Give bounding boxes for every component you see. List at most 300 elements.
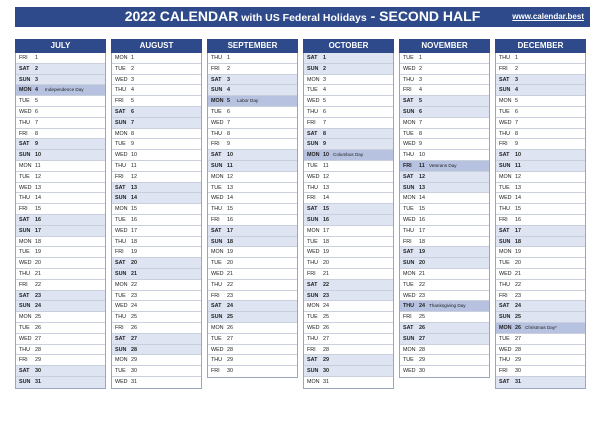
day-row <box>112 237 201 248</box>
day-row <box>112 64 201 75</box>
weekday-label: TUE <box>499 108 510 115</box>
weekday-label: SUN <box>307 216 319 223</box>
weekday-label: FRI <box>403 238 412 245</box>
day-number: 18 <box>515 238 521 245</box>
day-row <box>112 312 201 323</box>
day-row <box>112 269 201 280</box>
day-number: 11 <box>227 162 233 169</box>
weekday-label: FRI <box>19 357 28 364</box>
month-column-october <box>303 39 394 389</box>
day-row <box>304 215 393 226</box>
day-row <box>16 172 105 183</box>
day-number: 13 <box>131 184 137 191</box>
day-number: 6 <box>323 108 326 115</box>
weekday-label: SAT <box>19 368 30 375</box>
weekday-label: MON <box>19 87 32 94</box>
day-number: 13 <box>35 184 41 191</box>
weekday-label: THU <box>403 227 415 234</box>
day-number: 16 <box>419 216 425 223</box>
day-row <box>208 215 297 226</box>
weekday-label: WED <box>115 227 128 234</box>
day-row <box>400 150 489 161</box>
day-number: 17 <box>419 227 425 234</box>
day-row <box>400 53 489 64</box>
weekday-label: SUN <box>499 87 511 94</box>
holiday-name: Columbus Day <box>333 152 364 158</box>
day-row <box>16 280 105 291</box>
day-number: 22 <box>515 281 521 288</box>
weekday-label: MON <box>19 162 32 169</box>
day-number: 13 <box>515 184 521 191</box>
holiday-name: Veterans Day <box>429 162 457 168</box>
day-row <box>112 334 201 345</box>
day-row <box>496 107 585 118</box>
day-row <box>112 355 201 366</box>
month-header: DECEMBER <box>495 39 586 53</box>
day-number: 21 <box>515 270 521 277</box>
weekday-label: MON <box>115 206 128 213</box>
day-number: 22 <box>227 281 233 288</box>
day-row <box>304 161 393 172</box>
day-row <box>496 377 585 388</box>
weekday-label: THU <box>115 87 127 94</box>
day-row <box>16 301 105 312</box>
weekday-label: MON <box>115 357 128 364</box>
weekday-label: THU <box>19 270 31 277</box>
day-number: 6 <box>131 108 134 115</box>
weekday-label: MON <box>499 173 512 180</box>
weekday-label: TUE <box>403 206 414 213</box>
day-number: 21 <box>323 270 329 277</box>
day-row <box>496 64 585 75</box>
day-number: 12 <box>323 173 329 180</box>
day-number: 23 <box>515 292 521 299</box>
day-row <box>304 193 393 204</box>
weekday-label: THU <box>211 357 223 364</box>
holiday-name: Christmas Day* <box>525 324 557 330</box>
day-row <box>208 161 297 172</box>
day-row <box>16 377 105 388</box>
weekday-label: MON <box>115 55 128 61</box>
day-number: 5 <box>227 98 230 105</box>
weekday-label: SUN <box>19 76 31 83</box>
weekday-label: MON <box>499 98 512 105</box>
weekday-label: WED <box>403 141 416 148</box>
weekday-label: FRI <box>115 324 124 331</box>
weekday-label: TUE <box>211 260 222 267</box>
weekday-label: TUE <box>211 108 222 115</box>
weekday-label: FRI <box>499 216 508 223</box>
day-row <box>16 215 105 226</box>
day-row <box>304 172 393 183</box>
day-number: 11 <box>323 162 329 169</box>
day-number: 26 <box>419 324 425 331</box>
day-number: 17 <box>227 227 233 234</box>
day-number: 1 <box>227 55 230 61</box>
day-number: 1 <box>131 55 134 61</box>
day-number: 1 <box>419 55 422 61</box>
month-header: SEPTEMBER <box>207 39 298 53</box>
day-row <box>112 280 201 291</box>
weekday-label: WED <box>499 346 512 353</box>
weekday-label: TUE <box>307 238 318 245</box>
day-row <box>496 53 585 64</box>
day-row <box>496 301 585 312</box>
day-number: 16 <box>131 216 137 223</box>
weekday-label: SAT <box>403 173 414 180</box>
day-row <box>304 280 393 291</box>
weekday-label: FRI <box>403 162 412 169</box>
day-row <box>16 64 105 75</box>
weekday-label: TUE <box>307 314 318 321</box>
weekday-label: SUN <box>115 119 127 126</box>
day-row <box>208 107 297 118</box>
month-header: NOVEMBER <box>399 39 490 53</box>
day-row <box>208 355 297 366</box>
day-row <box>16 107 105 118</box>
day-number: 4 <box>35 87 38 94</box>
day-row <box>16 312 105 323</box>
weekday-label: SUN <box>211 162 223 169</box>
weekday-label: THU <box>403 152 415 159</box>
weekday-label: THU <box>211 130 223 137</box>
day-row <box>112 161 201 172</box>
day-number: 23 <box>323 292 329 299</box>
day-number: 29 <box>515 357 521 364</box>
day-list <box>495 53 586 389</box>
weekday-label: THU <box>403 303 415 310</box>
weekday-label: SUN <box>211 314 223 321</box>
weekday-label: WED <box>307 98 320 105</box>
day-row <box>112 215 201 226</box>
day-list <box>111 53 202 389</box>
day-number: 16 <box>227 216 233 223</box>
day-number: 11 <box>131 162 137 169</box>
day-row <box>208 247 297 258</box>
day-number: 24 <box>227 303 233 310</box>
day-number: 4 <box>515 87 518 94</box>
day-number: 30 <box>515 368 521 375</box>
day-number: 11 <box>35 162 41 169</box>
day-row <box>400 215 489 226</box>
weekday-label: MON <box>307 378 320 385</box>
day-row <box>16 355 105 366</box>
weekday-label: WED <box>499 270 512 277</box>
day-number: 3 <box>323 76 326 83</box>
day-row <box>400 118 489 129</box>
day-row <box>16 204 105 215</box>
day-number: 14 <box>131 195 137 202</box>
day-number: 26 <box>131 324 137 331</box>
weekday-label: SAT <box>499 303 510 310</box>
day-number: 31 <box>515 378 521 385</box>
weekday-label: SAT <box>19 65 30 72</box>
day-number: 19 <box>35 249 41 256</box>
day-number: 7 <box>35 119 38 126</box>
day-number: 19 <box>323 249 329 256</box>
day-row <box>208 193 297 204</box>
day-row <box>112 193 201 204</box>
day-row <box>16 334 105 345</box>
weekday-label: WED <box>19 335 32 342</box>
day-list <box>303 53 394 389</box>
day-row <box>496 75 585 86</box>
day-row <box>304 237 393 248</box>
weekday-label: SAT <box>499 227 510 234</box>
day-row <box>496 129 585 140</box>
day-number: 7 <box>227 119 230 126</box>
weekday-label: SAT <box>211 227 222 234</box>
weekday-label: TUE <box>403 357 414 364</box>
day-number: 4 <box>131 87 134 94</box>
day-number: 3 <box>515 76 518 83</box>
day-row <box>400 96 489 107</box>
day-number: 10 <box>515 152 521 159</box>
weekday-label: SUN <box>307 65 319 72</box>
month-column-july <box>15 39 106 389</box>
weekday-label: FRI <box>499 65 508 72</box>
day-number: 25 <box>419 314 425 321</box>
day-number: 14 <box>227 195 233 202</box>
day-list <box>399 53 490 378</box>
day-number: 10 <box>131 152 137 159</box>
day-row <box>208 312 297 323</box>
day-row <box>112 96 201 107</box>
weekday-label: SAT <box>499 76 510 83</box>
weekday-label: TUE <box>307 87 318 94</box>
weekday-label: SUN <box>403 260 415 267</box>
day-number: 21 <box>419 270 425 277</box>
weekday-label: SUN <box>307 292 319 299</box>
weekday-label: MON <box>403 195 416 202</box>
weekday-label: SAT <box>19 292 30 299</box>
day-row <box>496 85 585 96</box>
day-number: 20 <box>419 260 425 267</box>
day-number: 10 <box>227 152 233 159</box>
day-row <box>112 85 201 96</box>
day-number: 27 <box>323 335 329 342</box>
weekday-label: TUE <box>499 184 510 191</box>
weekday-label: SAT <box>115 260 126 267</box>
day-row <box>496 226 585 237</box>
day-row <box>400 366 489 377</box>
day-number: 24 <box>419 303 425 310</box>
weekday-label: FRI <box>307 346 316 353</box>
day-number: 18 <box>323 238 329 245</box>
day-row <box>400 312 489 323</box>
day-row <box>112 139 201 150</box>
day-number: 29 <box>419 357 425 364</box>
month-header: OCTOBER <box>303 39 394 53</box>
weekday-label: TUE <box>307 162 318 169</box>
title-subtitle: with US Federal Holidays <box>238 12 367 24</box>
weekday-label: FRI <box>211 141 220 148</box>
weekday-label: SAT <box>307 357 318 364</box>
weekday-label: TUE <box>115 216 126 223</box>
day-row <box>16 237 105 248</box>
day-row <box>112 53 201 64</box>
day-number: 15 <box>35 206 41 213</box>
weekday-label: SAT <box>115 184 126 191</box>
day-row <box>112 291 201 302</box>
day-number: 15 <box>323 206 329 213</box>
day-number: 15 <box>227 206 233 213</box>
day-row <box>16 161 105 172</box>
day-list <box>15 53 106 389</box>
weekday-label: THU <box>19 119 31 126</box>
weekday-label: FRI <box>19 130 28 137</box>
weekday-label: TUE <box>19 173 30 180</box>
day-number: 25 <box>227 314 233 321</box>
weekday-label: TUE <box>211 184 222 191</box>
weekday-label: FRI <box>19 281 28 288</box>
day-row <box>400 107 489 118</box>
day-number: 29 <box>227 357 233 364</box>
day-number: 2 <box>35 65 38 72</box>
day-row <box>400 204 489 215</box>
day-row <box>208 129 297 140</box>
day-row <box>208 226 297 237</box>
weekday-label: SAT <box>307 130 318 137</box>
weekday-label: SAT <box>211 76 222 83</box>
day-number: 8 <box>131 130 134 137</box>
weekday-label: MON <box>307 303 320 310</box>
weekday-label: THU <box>307 184 319 191</box>
day-row <box>112 118 201 129</box>
weekday-label: SAT <box>211 152 222 159</box>
day-row <box>304 334 393 345</box>
day-row <box>208 204 297 215</box>
weekday-label: THU <box>499 357 511 364</box>
day-number: 30 <box>35 368 41 375</box>
day-row <box>496 161 585 172</box>
day-row <box>208 301 297 312</box>
weekday-label: MON <box>211 173 224 180</box>
weekday-label: FRI <box>19 55 28 61</box>
day-number: 17 <box>35 227 41 234</box>
day-number: 3 <box>35 76 38 83</box>
day-row <box>496 312 585 323</box>
site-link[interactable]: www.calendar.best <box>512 12 584 21</box>
day-number: 25 <box>323 314 329 321</box>
day-number: 24 <box>131 303 137 310</box>
day-row <box>400 64 489 75</box>
weekday-label: SAT <box>499 152 510 159</box>
day-row <box>208 85 297 96</box>
day-number: 28 <box>419 346 425 353</box>
weekday-label: THU <box>499 281 511 288</box>
weekday-label: SUN <box>211 238 223 245</box>
day-number: 18 <box>419 238 425 245</box>
day-number: 23 <box>227 292 233 299</box>
weekday-label: TUE <box>115 368 126 375</box>
weekday-label: SAT <box>307 281 318 288</box>
day-number: 15 <box>515 206 521 213</box>
day-row <box>400 355 489 366</box>
weekday-label: SUN <box>19 303 31 310</box>
day-number: 12 <box>419 173 425 180</box>
day-number: 19 <box>131 249 137 256</box>
weekday-label: WED <box>115 76 128 83</box>
day-number: 9 <box>227 141 230 148</box>
day-row <box>400 280 489 291</box>
weekday-label: SAT <box>403 98 414 105</box>
day-number: 24 <box>323 303 329 310</box>
day-number: 7 <box>323 119 326 126</box>
weekday-label: THU <box>307 335 319 342</box>
day-number: 8 <box>323 130 326 137</box>
day-row <box>304 345 393 356</box>
weekday-label: SUN <box>115 270 127 277</box>
day-row <box>208 291 297 302</box>
weekday-label: THU <box>211 206 223 213</box>
day-number: 22 <box>323 281 329 288</box>
day-row <box>304 53 393 64</box>
weekday-label: TUE <box>19 324 30 331</box>
day-list <box>207 53 298 378</box>
day-row <box>16 183 105 194</box>
weekday-label: WED <box>211 119 224 126</box>
holiday-name: Labor Day <box>237 98 259 104</box>
weekday-label: MON <box>19 314 32 321</box>
day-number: 5 <box>35 98 38 105</box>
weekday-label: THU <box>307 260 319 267</box>
day-number: 25 <box>35 314 41 321</box>
day-number: 14 <box>419 195 425 202</box>
day-number: 17 <box>515 227 521 234</box>
weekday-label: WED <box>19 108 32 115</box>
day-row <box>16 226 105 237</box>
day-number: 6 <box>227 108 230 115</box>
day-number: 30 <box>323 368 329 375</box>
weekday-label: SUN <box>115 346 127 353</box>
weekday-label: SAT <box>307 206 318 213</box>
day-row <box>112 129 201 140</box>
weekday-label: MON <box>403 119 416 126</box>
day-number: 27 <box>419 335 425 342</box>
day-row <box>16 366 105 377</box>
day-number: 12 <box>131 173 137 180</box>
day-number: 12 <box>515 173 521 180</box>
day-row <box>208 183 297 194</box>
day-number: 23 <box>35 292 41 299</box>
weekday-label: TUE <box>403 281 414 288</box>
holiday-name: Thanksgiving Day <box>429 303 466 309</box>
day-row <box>400 193 489 204</box>
day-row <box>112 75 201 86</box>
weekday-label: TUE <box>211 335 222 342</box>
day-row <box>112 204 201 215</box>
day-row <box>400 301 489 312</box>
weekday-label: WED <box>307 324 320 331</box>
day-number: 19 <box>227 249 233 256</box>
day-number: 29 <box>323 357 329 364</box>
weekday-label: SAT <box>307 55 318 61</box>
weekday-label: THU <box>499 130 511 137</box>
day-row <box>400 247 489 258</box>
weekday-label: FRI <box>403 87 412 94</box>
weekday-label: FRI <box>499 292 508 299</box>
weekday-label: TUE <box>115 141 126 148</box>
day-number: 28 <box>227 346 233 353</box>
weekday-label: WED <box>211 270 224 277</box>
day-row <box>112 323 201 334</box>
day-row <box>400 237 489 248</box>
title-main: 2022 CALENDAR <box>124 8 239 24</box>
day-row <box>208 323 297 334</box>
day-number: 16 <box>323 216 329 223</box>
day-number: 5 <box>419 98 422 105</box>
